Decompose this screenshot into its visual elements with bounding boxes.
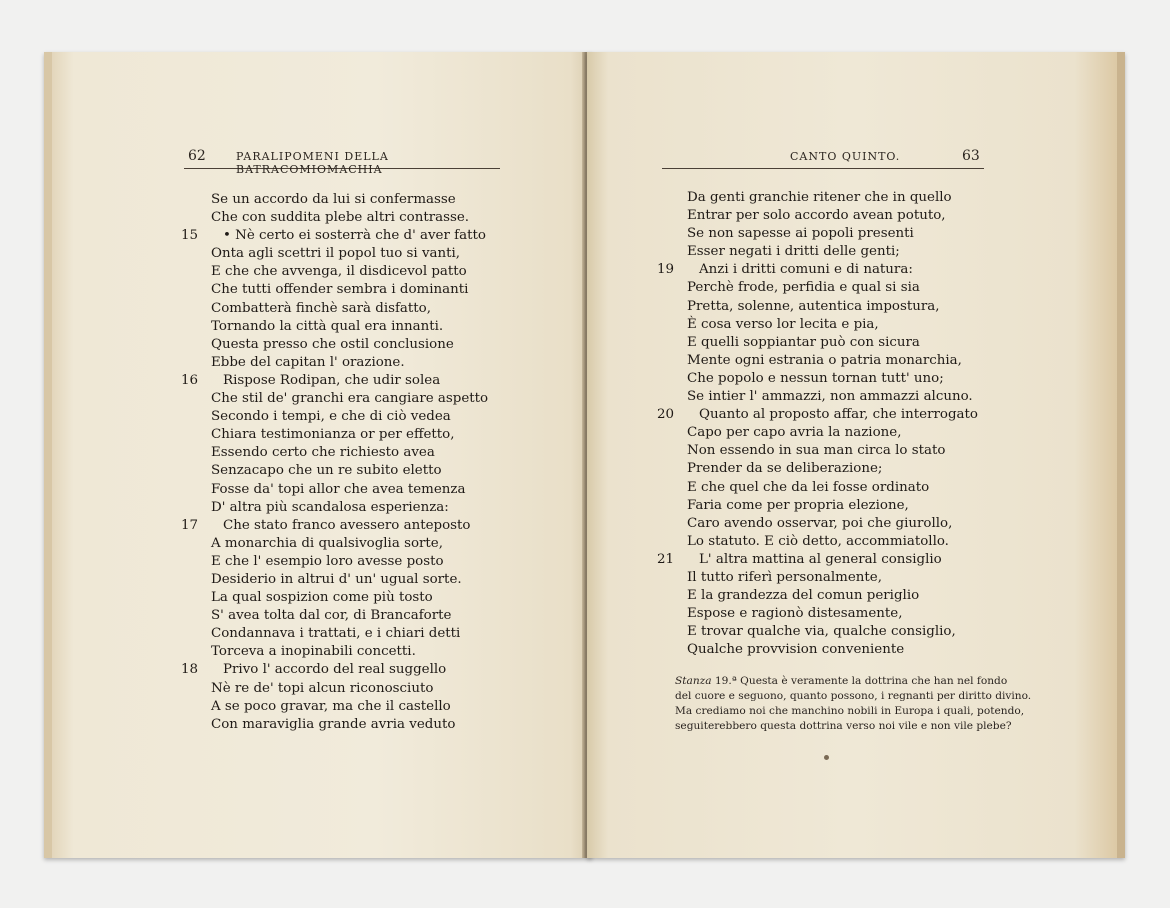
footnote-line-1-text: 19.ª Questa è veramente la dottrina che han nel fondo [714, 675, 1008, 687]
verse-line [687, 460, 978, 478]
verse-line [211, 716, 488, 734]
verse-text: Caro avendo osservar, poi che giurollo, [687, 515, 953, 531]
verse-text: Che tutti offender sembra i dominanti [211, 282, 469, 298]
verse-text: Esser negati i dritti delle genti; [687, 244, 900, 260]
verse-text: • Nè certo ei sosterrà che d' aver fatto [223, 228, 486, 244]
verse-text: Che stato franco avessero anteposto [223, 517, 471, 533]
footnote-line-3: Ma crediamo noi che manchino nobili in Europa i quali, potendo, [675, 705, 1025, 717]
verse-line [211, 444, 488, 462]
verse-line [211, 698, 488, 716]
verse-text: Chiara testimonianza or per effetto, [211, 427, 455, 443]
verse-text: Capo per capo avria la nazione, [687, 425, 902, 441]
footnote-line-2: del cuore e seguono, quanto possono, i regnanti per diritto divino. [675, 690, 1032, 702]
verse-line [211, 625, 488, 643]
verse-line [211, 462, 488, 480]
verse-text: A monarchia di qualsivoglia sorte, [211, 535, 443, 551]
verse-text: Quanto al proposto affar, che interrogato [699, 407, 978, 423]
verse-line [687, 243, 978, 261]
verse-line [211, 281, 488, 299]
verse-line [211, 607, 488, 625]
verse-text: Faria come per propria elezione, [687, 497, 909, 513]
verse-line [687, 225, 978, 243]
verse-text: Anzi i dritti comuni e di natura: [699, 262, 913, 278]
verse-line [181, 517, 488, 535]
left-page-number: 62 [188, 148, 206, 164]
verse-text: Non essendo in sua man circa lo stato [687, 443, 946, 459]
verse-text: Fosse da' topi allor che avea temenza [211, 481, 466, 497]
verse-text: Prender da se deliberazione; [687, 461, 883, 477]
verse-text: Onta agli scettri il popol tuo si vanti, [211, 246, 461, 262]
verse-line [211, 499, 488, 517]
verse-line [687, 298, 978, 316]
footnote [675, 674, 1031, 734]
verse-text: Che con suddita plebe altri contrasse. [211, 210, 470, 226]
verse-line [657, 261, 978, 279]
right-page-number: 63 [962, 148, 980, 164]
verse-text: E trovar qualche via, qualche consiglio, [687, 624, 956, 640]
verse-text: D' altra più scandalosa esperienza: [211, 499, 449, 515]
verse-line [211, 245, 488, 263]
verse-line [687, 316, 978, 334]
verse-line [657, 551, 978, 569]
verse-text: Combatterà finchè sarà disfatto, [211, 300, 431, 316]
verse-line [211, 354, 488, 372]
verse-line [687, 479, 978, 497]
open-book [44, 52, 1120, 862]
verse-line [181, 227, 488, 245]
verse-line [211, 263, 488, 281]
verse-text: Perchè frode, perfidia e qual si sia [687, 280, 920, 296]
stanza-number: 17 [181, 517, 199, 533]
verse-line [687, 587, 978, 605]
verse-line [211, 300, 488, 318]
verse-text: Desiderio in altrui d' un' ugual sorte. [211, 571, 462, 587]
stanza-number: 20 [657, 407, 675, 423]
verse-line [687, 370, 978, 388]
verse-line [687, 569, 978, 587]
verse-text: Il tutto riferì personalmente, [687, 569, 882, 585]
right-running-title: CANTO QUINTO. [790, 150, 901, 163]
verse-text: Pretta, solenne, autentica impostura, [687, 298, 940, 314]
verse-text: A se poco gravar, ma che il castello [211, 698, 451, 714]
verse-text: Se un accordo da lui si confermasse [211, 192, 456, 207]
verse-line [211, 643, 488, 661]
verse-line [211, 408, 488, 426]
stanza-number: 19 [657, 262, 675, 278]
verse-line [211, 553, 488, 571]
stanza-number: 18 [181, 662, 199, 678]
verse-text: Secondo i tempi, e che di ciò vedea [211, 409, 451, 425]
verse-text: Mente ogni estrania o patria monarchia, [687, 352, 962, 368]
stanza-number: 15 [181, 228, 199, 244]
right-page-header [662, 148, 984, 169]
verse-line [687, 207, 978, 225]
verse-line [687, 641, 978, 659]
verse-text: Privo l' accordo del real suggello [223, 662, 447, 678]
verse-text: L' altra mattina al general consiglio [699, 551, 942, 567]
verse-text: S' avea tolta dal cor, di Brancaforte [211, 608, 452, 624]
left-page [44, 52, 592, 858]
verse-text: Ebbe del capitan l' orazione. [211, 354, 405, 370]
footnote-line-1 [675, 674, 1031, 689]
verse-line [181, 661, 488, 679]
verse-text: E che l' esempio loro avesse posto [211, 553, 444, 569]
verse-line [657, 406, 978, 424]
left-verse-block [181, 191, 489, 734]
verse-text: Con maraviglia grande avria veduto [211, 716, 456, 732]
verse-line [211, 535, 488, 553]
verse-text: Che stil de' granchi era cangiare aspetto [211, 391, 489, 407]
verse-line [211, 209, 488, 227]
verse-text: Tornando la città qual era innanti. [211, 318, 444, 334]
verse-line [211, 336, 488, 354]
verse-line [211, 318, 488, 336]
verse-line [687, 424, 978, 442]
verse-text: E la grandezza del comun periglio [687, 588, 920, 604]
verse-text: Condannava i trattati, e i chiari detti [211, 626, 461, 642]
verse-text: Qualche provvision conveniente [687, 642, 905, 658]
verse-line [211, 191, 488, 209]
verse-text: E che che avvenga, il disdicevol patto [211, 264, 467, 280]
verse-line [181, 372, 488, 390]
verse-line [687, 497, 978, 515]
verse-text: Senzacapo che un re subito eletto [211, 463, 442, 479]
right-verse-block [657, 189, 978, 659]
left-page-header [184, 148, 500, 176]
verse-text: Che popolo e nessun tornan tutt' uno; [687, 370, 944, 386]
stanza-number: 21 [657, 551, 675, 567]
verse-text: Nè re de' topi alcun riconosciuto [211, 680, 434, 696]
verse-line [687, 388, 978, 406]
verse-line [211, 390, 488, 408]
verse-text: Se non sapesse ai popoli presenti [687, 226, 914, 242]
verse-text: Questa presso che ostil conclusione [211, 336, 454, 352]
verse-text: Essendo certo che richiesto avea [211, 445, 435, 461]
verse-line [687, 334, 978, 352]
verse-line [211, 589, 488, 607]
verse-line [211, 680, 488, 698]
ink-dot [824, 755, 829, 760]
footnote-label: Stanza [675, 675, 712, 687]
verse-text: Rispose Rodipan, che udir solea [223, 372, 441, 388]
verse-text: Se intier l' ammazzi, non ammazzi alcuno. [687, 389, 973, 405]
verse-text: E che quel che da lei fosse ordinato [687, 479, 930, 495]
verse-text: Espose e ragionò distesamente, [687, 606, 903, 622]
verse-line [687, 623, 978, 641]
verse-line [211, 426, 488, 444]
verse-text: Lo statuto. E ciò detto, accommiatollo. [687, 533, 949, 549]
verse-text: È cosa verso lor lecita e pia, [687, 316, 879, 332]
verse-line [687, 442, 978, 460]
stanza-number: 16 [181, 372, 199, 388]
verse-text: La qual sospizion come più tosto [211, 590, 433, 606]
verse-line [211, 481, 488, 499]
verse-line [687, 605, 978, 623]
verse-text: Entrar per solo accordo avean potuto, [687, 208, 946, 224]
left-running-title: PARALIPOMENI DELLA BATRACOMIOMACHIA [236, 150, 389, 176]
verse-text: Da genti granchie ritener che in quello [687, 190, 952, 205]
right-page [587, 52, 1125, 858]
verse-text: Torceva a inopinabili concetti. [211, 644, 416, 660]
verse-text: E quelli soppiantar può con sicura [687, 334, 920, 350]
verse-line [687, 533, 978, 551]
footnote-line-4: seguiterebbero questa dottrina verso noi vile e non vile plebe? [675, 720, 1012, 732]
verse-line [687, 189, 978, 207]
verse-line [687, 279, 978, 297]
verse-line [211, 571, 488, 589]
verse-line [687, 515, 978, 533]
verse-line [687, 352, 978, 370]
